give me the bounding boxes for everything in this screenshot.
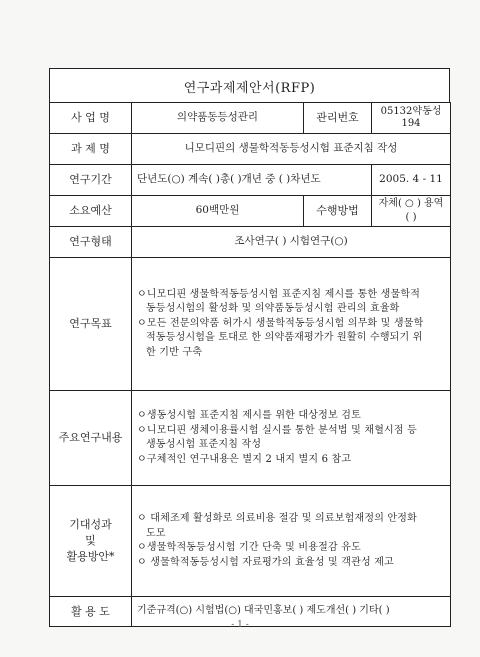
goal-label: 연구목표 xyxy=(50,258,132,391)
goal-item-2-line1: ㅇ모든 전문의약품 허가시 생물학적동등성시험 의무화 및 생물학 xyxy=(137,317,424,329)
effect-item-1-line2: 도모 xyxy=(146,527,166,539)
period-label: 연구기간 xyxy=(50,165,132,196)
task-name-value: 니모디핀의 생물학적동등성시험 표준지침 작성 xyxy=(132,134,451,165)
effect-item-3: ㅇ 생물학적동등성시험 자료평가의 효율성 및 객관성 제고 xyxy=(137,556,394,568)
research-type-label: 연구형태 xyxy=(50,227,132,258)
task-name-label: 과 제 명 xyxy=(50,134,132,165)
effect-item-1-line1: ㅇ 대체조제 활성화로 의료비용 절감 및 의료보험재정의 안정화 xyxy=(137,513,418,524)
rfp-table xyxy=(49,102,451,627)
mgmt-number-label: 관리번호 xyxy=(304,103,372,134)
period-date: 2005. 4 - 11 xyxy=(372,165,451,196)
project-name-label: 사 업 명 xyxy=(50,103,132,134)
effect-item-2: ㅇ생물학적동등성시험 기간 단축 및 비용절감 유도 xyxy=(137,542,361,553)
main-content-body xyxy=(132,391,451,486)
project-name-value: 의약품동등성관리 xyxy=(132,103,304,134)
main-content-label: 주요연구내용 xyxy=(50,391,132,486)
page-number: - 1 - xyxy=(231,620,249,630)
usage-value: 기준규격(○) 시험법(○) 대국민홍보( ) 제도개선( ) 기타( ) xyxy=(132,597,451,627)
content-item-2-line1: ㅇ니모디핀 생체이용률시험 실시를 통한 분석법 및 채혈시점 등 xyxy=(137,424,418,436)
mgmt-number-line2: 194 xyxy=(401,118,421,129)
research-type-value: 조사연구( ) 시험연구(○) xyxy=(132,227,451,258)
period-value: 단년도(○) 계속( )총( )개년 중 ( )차년도 xyxy=(132,165,372,196)
budget-value: 60백만원 xyxy=(132,196,304,227)
effect-body xyxy=(132,486,451,597)
goal-item-2-line2: 적동등성시험을 토대로 한 의약품재평가가 원활히 수행되기 위 xyxy=(146,332,423,344)
usage-label: 활 용 도 xyxy=(50,597,132,627)
row-project-name xyxy=(50,103,451,134)
method-label: 수행방법 xyxy=(304,196,372,227)
row-goal xyxy=(50,258,451,391)
mgmt-number-value xyxy=(372,103,451,134)
mgmt-number-line1: 05132약동성 xyxy=(380,106,442,117)
row-budget xyxy=(50,196,451,227)
goal-item-2-line3: 한 기반 구축 xyxy=(146,346,203,358)
content-item-1: ㅇ생동성시험 표준지침 제시를 위한 대상정보 검토 xyxy=(137,410,361,421)
effect-label-line2: 및 xyxy=(85,534,96,548)
row-task-name xyxy=(50,134,451,165)
content-item-2-line2: 생동성시험 표준지침 작성 xyxy=(146,439,262,450)
row-research-type xyxy=(50,227,451,258)
row-period xyxy=(50,165,451,196)
effect-label xyxy=(50,486,132,597)
row-expected-effect xyxy=(50,486,451,597)
effect-label-line1: 기대성과 xyxy=(69,518,112,532)
document-title: 연구과제제안서(RFP) xyxy=(49,68,450,104)
method-value: 자체( ○ ) 용역( ) xyxy=(372,196,451,227)
goal-item-1-line1: ㅇ니모디핀 생물학적동등성시험 표준지침 제시를 통한 생물학적 xyxy=(137,288,421,300)
row-main-content xyxy=(50,391,451,486)
goal-item-1-line2: 동등성시험의 활성화 및 의약품동등성시험 관리의 효율화 xyxy=(146,303,400,315)
content-item-3: ㅇ구체적인 연구내용은 별지 2 내지 별지 6 참고 xyxy=(137,453,352,465)
budget-label: 소요예산 xyxy=(50,196,132,227)
effect-label-line3: 활용방안* xyxy=(66,549,115,563)
goal-content xyxy=(132,258,451,391)
